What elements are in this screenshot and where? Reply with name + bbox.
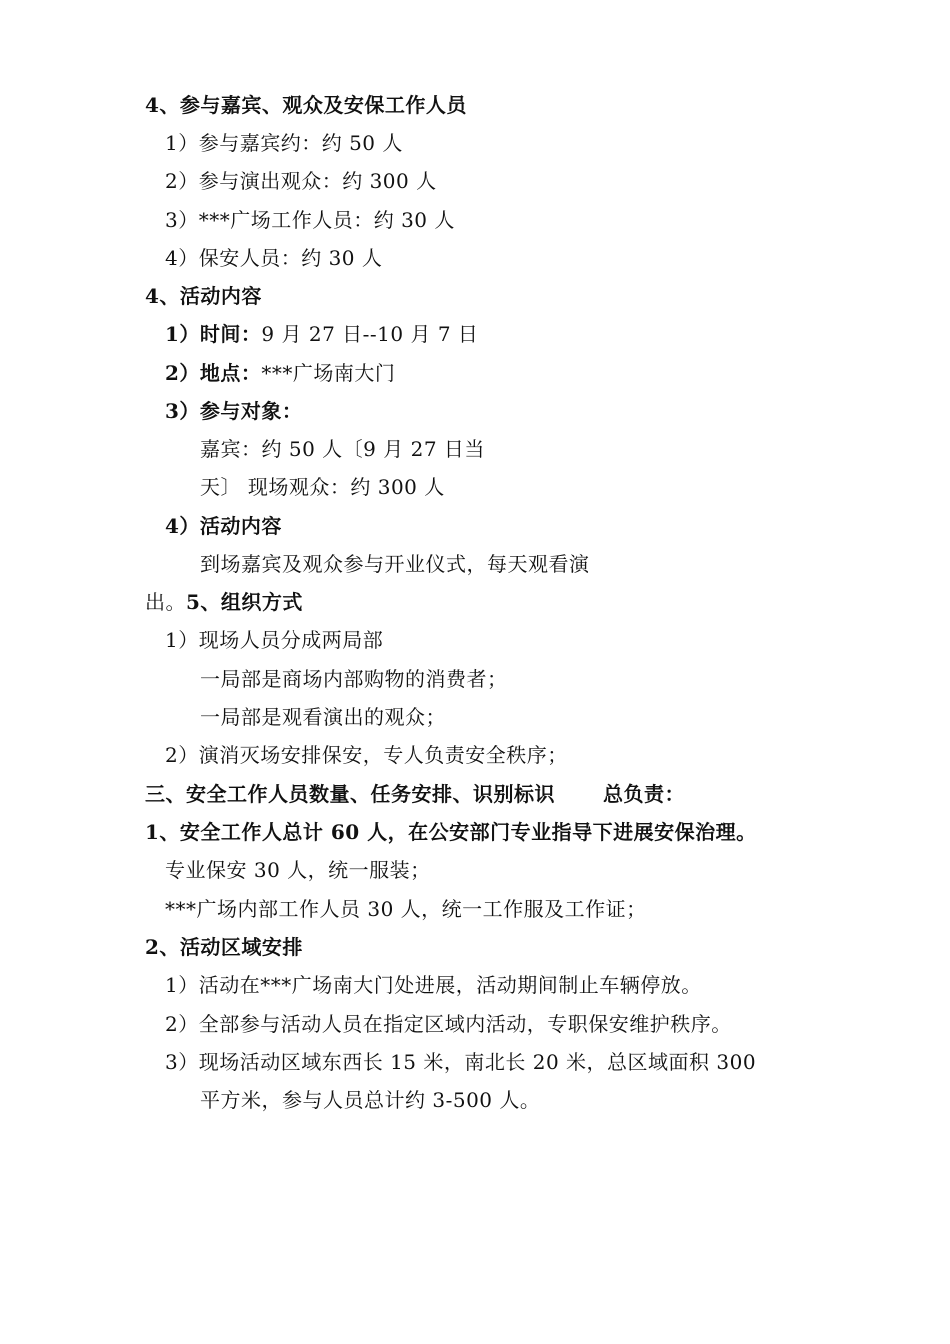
participants-line-2: 天〕 现场观众：约 300 人 <box>200 475 445 499</box>
safety-staff-total: 1、安全工作人总计 60 人，在公安部门专业指导下进展安保治理。 <box>145 820 757 844</box>
list-item-location <box>165 360 395 386</box>
staff-group-audience: 一局部是观看演出的观众； <box>200 705 446 729</box>
list-item-plaza-staff: 3）***广场工作人员：约 30 人 <box>165 208 455 232</box>
area-item-3: 3）现场活动区域东西长 15 米，南北长 20 米，总区域面积 300 <box>165 1050 757 1074</box>
list-item-security-staff: 4）保安人员：约 30 人 <box>165 246 383 270</box>
safety-staff-title: 三、安全工作人员数量、任务安排、识别标识 <box>145 782 555 806</box>
list-item-staff-split: 1）现场人员分成两局部 <box>165 628 384 652</box>
participants-line-1: 嘉宾：约 50 人〔9 月 27 日当 <box>200 437 485 461</box>
content-description: 到场嘉宾及观众参与开业仪式，每天观看演 <box>200 552 590 576</box>
content-description-end: 出。 <box>145 590 186 614</box>
list-item-show-security: 2）演消灭场安排保安，专人负责安全秩序； <box>165 743 568 767</box>
list-item-audience: 2）参与演出观众：约 300 人 <box>165 169 437 193</box>
plaza-internal-staff-line: ***广场内部工作人员 30 人，统一工作服及工作证； <box>165 897 647 921</box>
list-item-participants-heading: 3）参与对象： <box>165 399 303 423</box>
location-label: 2）地点： <box>165 361 262 385</box>
area-item-3-continued: 平方米，参与人员总计约 3-500 人。 <box>200 1088 541 1112</box>
professional-security-line: 专业保安 30 人，统一服装； <box>165 858 431 882</box>
list-item-content-heading: 4）活动内容 <box>165 514 282 538</box>
staff-group-shoppers: 一局部是商场内部购物的消费者； <box>200 667 508 691</box>
area-item-1: 1）活动在***广场南大门处进展，活动期间制止车辆停放。 <box>165 973 702 997</box>
section-heading-organization: 5、组织方式 <box>186 590 303 614</box>
location-value: ***广场南大门 <box>261 361 396 385</box>
section-heading-area-arrangement: 2、活动区域安排 <box>145 935 303 959</box>
list-item-time <box>165 321 478 347</box>
organization-heading-line <box>145 589 303 615</box>
section-heading-safety-staff <box>145 781 685 807</box>
time-value: 9 月 27 日--10 月 7 日 <box>261 322 479 346</box>
chief-responsible-label: 总负责： <box>603 782 685 806</box>
section-heading-activity-content: 4、活动内容 <box>145 284 262 308</box>
area-item-2: 2）全部参与活动人员在指定区域内活动，专职保安维护秩序。 <box>165 1012 732 1036</box>
section-heading-participants: 4、参与嘉宾、观众及安保工作人员 <box>145 93 467 117</box>
time-label: 1）时间： <box>165 322 262 346</box>
list-item-guests: 1）参与嘉宾约：约 50 人 <box>165 131 403 155</box>
